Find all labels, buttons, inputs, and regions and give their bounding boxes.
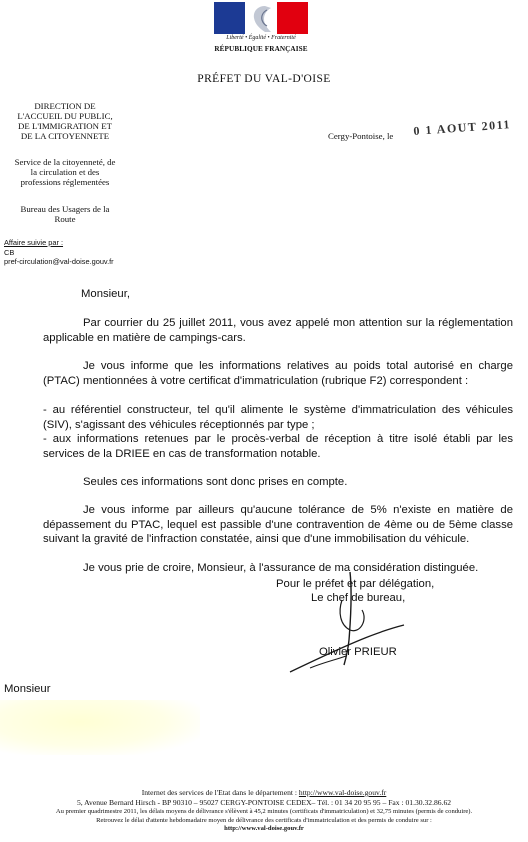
sender-service: [0, 157, 130, 187]
redacted-address: [0, 700, 200, 755]
affaire-email[interactable]: pref-circulation@val-doise.gouv.fr: [4, 257, 114, 266]
service-line: Service de la citoyenneté, de: [14, 157, 116, 167]
paragraph-2: Je vous informe que les informations relatives au poids total autorisé en charge (PTAC) mentionnées à votre certificat d'immatriculation (rubrique F2) correspondent :: [43, 360, 513, 387]
handwritten-signature: [280, 570, 420, 680]
paragraph-5: Seules ces informations sont donc prises en compte.: [83, 476, 348, 488]
direction-line: DE LA CITOYENNETE: [20, 131, 110, 141]
marianne-flag-icon: [214, 2, 308, 34]
footer-line-4: Retrouvez le délai d'attente hebdomadaire moyen de délivrance des certificats d'immatriculation et des permis de conduire sur :: [96, 816, 432, 824]
recipient-name: Monsieur: [4, 683, 51, 695]
affaire-initials: CB: [4, 247, 15, 257]
affaire-suivie: [4, 238, 114, 267]
prefet-title: PRÉFET DU VAL-D'OISE: [197, 73, 331, 85]
paragraph-3: - au référentiel constructeur, tel qu'il alimente le système d'immatriculation des véhicules (SIV), s'agissant des véhicules réceptionnés par type ;: [43, 404, 513, 431]
footer-line-3: Au premier quadrimestre 2011, les délais moyens de délivrance s'élèvent à 45,2 minutes (certificats d'immatriculation) et 32,75 minutes (permis de conduire).: [55, 808, 473, 815]
salutation: Monsieur,: [81, 288, 130, 300]
motto: Liberté • Égalité • Fraternité: [226, 35, 296, 41]
service-line: professions réglementées: [20, 177, 110, 187]
sender-direction: [0, 101, 130, 141]
sign-line-1: Pour le préfet et par délégation,: [276, 578, 435, 590]
paragraph-7: Je vous prie de croire, Monsieur, à l'assurance de ma considération distinguée.: [83, 562, 479, 574]
footer-internet-label: Internet des services de l'Etat dans le département :: [141, 788, 299, 797]
paragraph-6: Je vous informe par ailleurs qu'aucune tolérance de 5% n'existe en matière de dépassement du PTAC, lequel est passible d'une contravention de 4ème ou de 5ème classe suivant la gravité de l'infraction constatée, ainsi que d'une immobilisation du véhicule.: [43, 504, 513, 545]
bureau-line: Route: [54, 214, 76, 224]
footer: [0, 788, 528, 834]
direction-line: DIRECTION DE: [34, 101, 96, 111]
sign-line-2: Le chef de bureau,: [311, 592, 406, 604]
bureau-line: Bureau des Usagers de la: [20, 204, 110, 214]
service-line: la circulation et des: [30, 167, 100, 177]
signer-name: Olivier PRIEUR: [319, 646, 397, 658]
footer-url-link[interactable]: http://www.val-doise.gouv.fr: [298, 788, 387, 797]
direction-line: DE L'IMMIGRATION ET: [18, 121, 112, 131]
republique-label: RÉPUBLIQUE FRANÇAISE: [214, 45, 308, 53]
paragraph-4: - aux informations retenues par le procès-verbal de réception à titre isolé établi par les services de la DRIEE en cas de transformation notable.: [43, 433, 513, 460]
dateline-place: Cergy-Pontoise, le: [328, 131, 394, 141]
sender-bureau: [0, 204, 130, 224]
republique-francaise-logo: [214, 2, 308, 60]
footer-url-link-2[interactable]: http://www.val-doise.gouv.fr: [224, 825, 304, 832]
direction-line: L'ACCUEIL DU PUBLIC,: [17, 111, 113, 121]
date-stamp: 0 1 AOUT 2011: [413, 117, 512, 138]
footer-line-1: [0, 788, 528, 798]
affaire-label: Affaire suivie par :: [4, 238, 64, 247]
footer-line-2: 5, Avenue Bernard Hirsch - BP 90310 – 95027 CERGY-PONTOISE CEDEX– Tél. : 01 34 20 95 95 – Fax : 01.30.32.86.62: [76, 798, 452, 807]
paragraph-1: Par courrier du 25 juillet 2011, vous avez appelé mon attention sur la réglementation applicable en matière de campings-cars.: [43, 317, 513, 344]
